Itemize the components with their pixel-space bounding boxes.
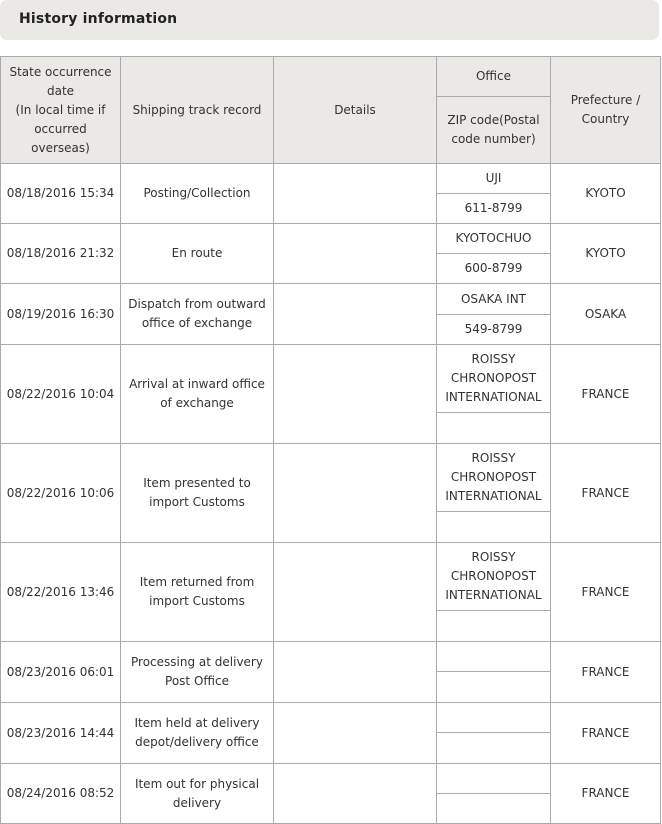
cell-office: ROISSY CHRONOPOST INTERNATIONAL xyxy=(437,345,551,413)
cell-details xyxy=(274,642,437,703)
cell-prefecture-country: FRANCE xyxy=(551,444,661,543)
cell-zip-code xyxy=(437,733,551,764)
cell-shipping-record: Arrival at inward office of exchange xyxy=(121,345,274,444)
header-office: Office xyxy=(437,57,551,97)
cell-details xyxy=(274,764,437,824)
cell-office: ROISSY CHRONOPOST INTERNATIONAL xyxy=(437,444,551,512)
cell-zip-code: 611-8799 xyxy=(437,194,551,224)
cell-date: 08/22/2016 10:04 xyxy=(1,345,121,444)
table-row xyxy=(1,444,661,512)
cell-prefecture-country: KYOTO xyxy=(551,224,661,284)
cell-shipping-record: En route xyxy=(121,224,274,284)
cell-shipping-record: Item held at delivery depot/delivery office xyxy=(121,703,274,764)
cell-date: 08/18/2016 15:34 xyxy=(1,164,121,224)
section-title: History information xyxy=(19,11,178,27)
cell-date: 08/24/2016 08:52 xyxy=(1,764,121,824)
cell-prefecture-country: FRANCE xyxy=(551,345,661,444)
cell-shipping-record: Dispatch from outward office of exchange xyxy=(121,284,274,345)
history-table xyxy=(0,56,661,824)
cell-details xyxy=(274,543,437,642)
cell-date: 08/23/2016 14:44 xyxy=(1,703,121,764)
header-zip-code: ZIP code(Postal code number) xyxy=(437,97,551,164)
cell-zip-code: 600-8799 xyxy=(437,254,551,284)
cell-zip-code xyxy=(437,512,551,543)
cell-shipping-record: Processing at delivery Post Office xyxy=(121,642,274,703)
table-header xyxy=(1,57,661,164)
cell-date: 08/22/2016 13:46 xyxy=(1,543,121,642)
cell-details xyxy=(274,284,437,345)
table-body xyxy=(1,164,661,824)
table-row xyxy=(1,764,661,794)
table-row xyxy=(1,642,661,672)
table-row xyxy=(1,224,661,254)
table-row xyxy=(1,284,661,315)
history-section-header xyxy=(0,0,659,40)
header-prefecture-country: Prefecture / Country xyxy=(551,57,661,164)
cell-details xyxy=(274,703,437,764)
header-date: State occurrence date (In local time if occurred overseas) xyxy=(1,57,121,164)
cell-office xyxy=(437,642,551,672)
cell-details xyxy=(274,164,437,224)
cell-details xyxy=(274,345,437,444)
cell-zip-code xyxy=(437,794,551,824)
cell-zip-code xyxy=(437,672,551,703)
cell-details xyxy=(274,444,437,543)
cell-details xyxy=(274,224,437,284)
cell-date: 08/18/2016 21:32 xyxy=(1,224,121,284)
header-shipping-record: Shipping track record xyxy=(121,57,274,164)
cell-office xyxy=(437,703,551,733)
cell-prefecture-country: FRANCE xyxy=(551,764,661,824)
table-row xyxy=(1,164,661,194)
cell-office xyxy=(437,764,551,794)
cell-shipping-record: Posting/Collection xyxy=(121,164,274,224)
cell-prefecture-country: KYOTO xyxy=(551,164,661,224)
cell-shipping-record: Item returned from import Customs xyxy=(121,543,274,642)
cell-zip-code xyxy=(437,611,551,642)
header-details: Details xyxy=(274,57,437,164)
cell-date: 08/22/2016 10:06 xyxy=(1,444,121,543)
cell-zip-code xyxy=(437,413,551,444)
cell-office: ROISSY CHRONOPOST INTERNATIONAL xyxy=(437,543,551,611)
table-row xyxy=(1,345,661,413)
cell-office: KYOTOCHUO xyxy=(437,224,551,254)
cell-shipping-record: Item out for physical delivery xyxy=(121,764,274,824)
cell-zip-code: 549-8799 xyxy=(437,315,551,345)
cell-date: 08/19/2016 16:30 xyxy=(1,284,121,345)
cell-prefecture-country: OSAKA xyxy=(551,284,661,345)
cell-shipping-record: Item presented to import Customs xyxy=(121,444,274,543)
cell-date: 08/23/2016 06:01 xyxy=(1,642,121,703)
table-row xyxy=(1,703,661,733)
cell-prefecture-country: FRANCE xyxy=(551,543,661,642)
cell-office: UJI xyxy=(437,164,551,194)
cell-prefecture-country: FRANCE xyxy=(551,642,661,703)
table-row xyxy=(1,543,661,611)
cell-prefecture-country: FRANCE xyxy=(551,703,661,764)
cell-office: OSAKA INT xyxy=(437,284,551,315)
